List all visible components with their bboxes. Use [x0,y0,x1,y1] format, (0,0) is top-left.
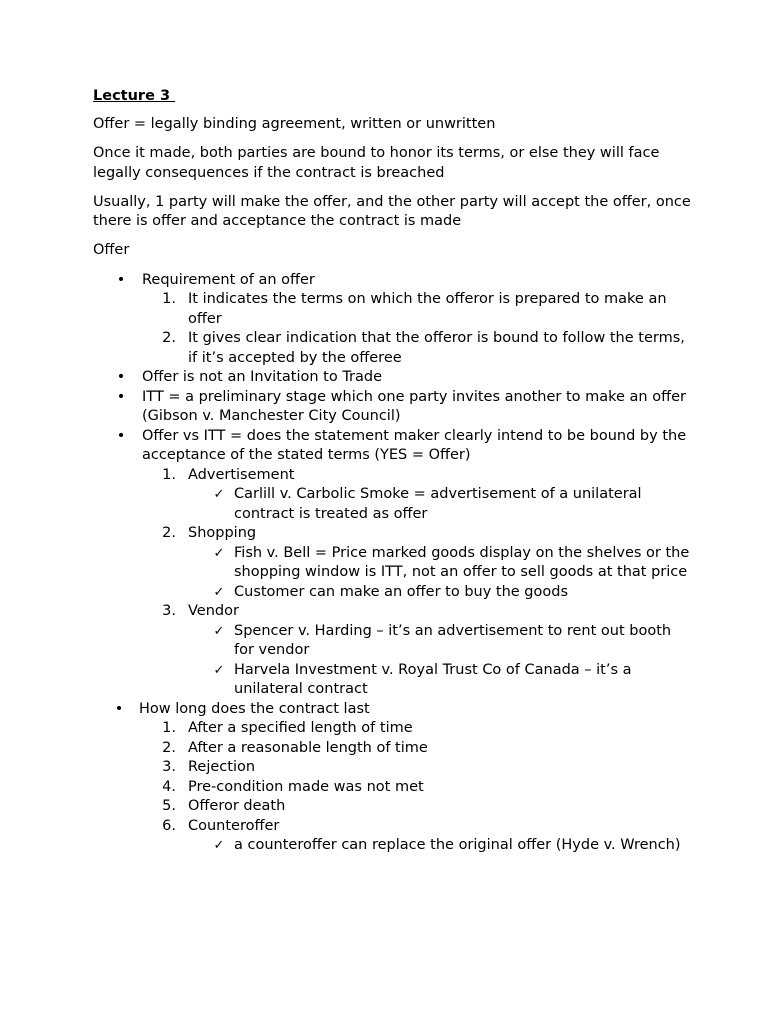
check-list [188,836,693,856]
item-number: 2 . [142,524,182,544]
checkmark-icon: ✓ [213,584,225,600]
item-text: Counteroffer [188,817,280,834]
bullet-icon: • [116,271,126,288]
item-text: After a reasonable length of time [188,739,428,756]
check-list [188,544,693,603]
numbered-item [142,797,693,817]
numbered-item [142,329,693,368]
check-text: Carlill v. Carbolic Smoke = advertisement of a unilateral contract is treated as offer [234,486,642,522]
checkmark-icon: ✓ [213,487,225,502]
check-text: Harvela Investment v. Royal Trust Co of Canada – it’s a unilateral contract [234,661,632,697]
check-item [188,485,693,524]
section-heading-offer: Offer [93,242,130,258]
numbered-item [142,817,693,856]
item-text: It indicates the terms on which the offeror is prepared to make an offer [188,291,667,327]
check-item [188,622,693,661]
item-number: 1 . [142,719,182,739]
item-number: 2 . [142,739,182,759]
item-text: After a specified length of time [188,720,413,736]
bullet-list [93,271,693,856]
bullet-item [93,271,693,369]
check-item [188,544,693,583]
bullet-item [93,700,693,856]
numbered-item [142,524,693,602]
numbered-item [142,466,693,525]
check-text: a counteroffer can replace the original offer (Hyde v. Wrench) [234,837,681,853]
numbered-item [142,778,693,798]
item-number: 2 . [142,329,182,349]
item-number: 5 . [142,797,182,817]
bullet-icon: • [116,388,126,405]
check-text: Fish v. Bell = Price marked goods display on the shelves or the shopping window is ITT, not an offer to sell goods at that price [234,544,690,580]
paragraph-offer-definition: Offer = legally binding agreement, written or unwritten [93,116,496,132]
bullet-icon: • [116,369,126,385]
item-text: Shopping [188,525,257,541]
item-number: 4 . [142,778,182,798]
bullet-text: How long does the contract last [139,700,370,717]
checkmark-icon: ✓ [213,838,225,853]
bullet-text: Requirement of an offer [142,271,315,288]
numbered-item [142,719,693,739]
check-item [188,661,693,700]
item-number: 3 . [142,602,182,622]
paragraph-bound-parties: Once it made, both parties are bound to honor its terms, or else they will face legally consequences if the contract is breached [93,145,660,181]
checkmark-icon: ✓ [213,623,225,639]
paragraph-offer-acceptance: Usually, 1 party will make the offer, and the other party will accept the offer, once there is offer and acceptance the contract is made [93,193,691,229]
check-item [188,583,693,603]
item-number: 6 . [142,817,182,837]
bullet-item [93,427,693,700]
document-title: Lecture 3 [93,88,176,104]
item-text: Pre-condition made was not met [188,778,424,795]
numbered-list [142,466,693,700]
item-text: Vendor [188,603,239,619]
item-text: Offeror death [188,798,286,814]
checkmark-icon: ✓ [213,545,225,561]
check-text: Customer can make an offer to buy the goods [234,583,569,600]
check-text: Spencer v. Harding – it’s an advertisement to rent out booth for vendor [234,622,672,658]
bullet-text: ITT = a preliminary stage which one party invites another to make an offer (Gibson v. Manchester City Council) [142,388,686,424]
bullet-icon: • [114,700,124,717]
check-list [188,622,693,700]
item-text: Rejection [188,759,256,775]
item-text: It gives clear indication that the offeror is bound to follow the terms, if it’s accepted by the offeree [188,330,685,366]
numbered-item [142,758,693,778]
bullet-item [93,368,693,388]
bullet-text: Offer vs ITT = does the statement maker clearly intend to be bound by the acceptance of the stated terms (YES = Offer) [142,427,687,463]
item-text: Advertisement [188,466,295,483]
item-number: 1 . [142,466,182,486]
numbered-list [142,719,693,856]
item-number: 1 . [142,290,182,310]
numbered-item [142,739,693,759]
check-list [188,485,693,524]
bullet-item [93,388,693,427]
checkmark-icon: ✓ [213,662,225,678]
numbered-item [142,602,693,700]
numbered-item [142,290,693,329]
bullet-text: Offer is not an Invitation to Trade [142,369,383,385]
document-page [93,86,693,856]
numbered-list [142,290,693,368]
check-item [188,836,693,856]
item-number: 3 . [142,758,182,778]
bullet-icon: • [116,427,126,444]
